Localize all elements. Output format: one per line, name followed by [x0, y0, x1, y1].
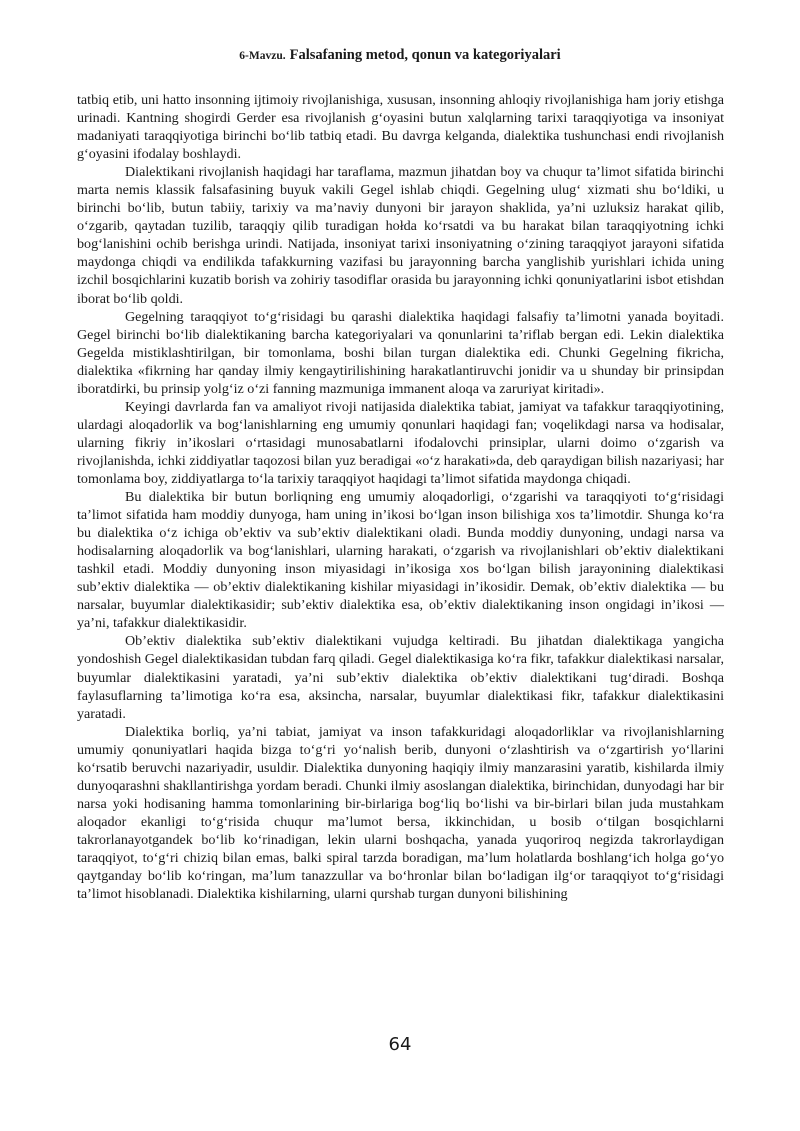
page-number: 64 [388, 1034, 412, 1055]
running-header [0, 46, 800, 64]
paragraph: Keyingi davrlarda fan va amaliyot rivoji natijasida dialektika tabiat, jamiyat va tafakkur taraqqiyotining, ulardagi aloqadorlik va bog‘lanishlarning eng umumiy qonunlari haqidagi fan; voqelikdagi narsa va hodisalar, ularning fikriy in’ikoslari o‘rtasidagi munosabatlarni ifodalovchi prinsiplar, ularni doimo o‘zgarish va rivojlanishda, ichki ziddiyatlar taqozosi bilan yuz beradigai «o‘z harakati»da, deb qaraydigan bilish nazariyasi; har tomonlama boy, ziddiyatlarga to‘la tarixiy taraqqiyot haqidagi ta’limot sifatida maydonga chiqadi. [77, 398, 724, 487]
paragraph: Bu dialektika bir butun borliqning eng umumiy aloqadorligi, o‘zgarishi va taraqqiyoti to‘g‘risidagi ta’limot sifatida ham moddiy dunyoga, ham uning in’ikosi bo‘lgan inson bilishiga xos ta’limotdir. Shunga ko‘ra bu dialektika o‘z ichiga ob’ektiv va sub’ektiv dialektikani oladi. Bunda moddiy dunyoning, undagi narsa va hodisalarning aloqadorlik va bog‘lanishlari, ularning harakati, o‘zgarish va rivojlanishlari ob’ektiv dialektikani tashkil etadi. Moddiy dunyoning inson miyasidagi in’ikosiga xos bo‘lgan bilish jarayonining dialektikasi sub’ektiv dialektika — ob’ektiv dialektikaning kishilar miyasidagi in’ikosidir. Demak, ob’ektiv dialektika — bu narsalar, buyumlar dialektikasidir; sub’ektiv dialektika esa, ob’ektiv dialektikaning inson ongidagi in’ikosi — ya’ni, tafakkur dialektikasidir. [77, 489, 724, 632]
topic-number: 6-Mavzu. [239, 50, 286, 62]
paragraph: Ob’ektiv dialektika sub’ektiv dialektikani vujudga keltiradi. Bu jihatdan dialektikaga yangicha yondoshish Gegel dialektikasidan tubdan farq qiladi. Gegel dialektikasiga ko‘ra fikr, tafakkur dialektikasi narsalar, buyumlar dialektikasini yaratadi, ya’ni sub’ektiv dialektika ob’ektiv dialektikani tug‘diradi. Boshqa faylasuflarning ta’limotiga ko‘ra esa, aksincha, narsalar, buyumlar dialektikasi fikr, tafakkur dialektikasini yaratadi. [77, 633, 724, 722]
topic-title: Falsafaning metod, qonun va kategoriyalari [289, 47, 561, 63]
paragraph: Dialektika borliq, ya’ni tabiat, jamiyat va inson tafakkuridagi aloqadorliklar va rivojlanishlarning umumiy qonuniyatlari haqida bizga to‘g‘ri yo‘nalish berib, dunyoni o‘zlashtirish va o‘zgartirish yo‘llarini ko‘rsatib beruvchi nazariyadir, usuldir. Dialektika dunyoning haqiqiy ilmiy manzarasini yaratib, kishilarda ilmiy dunyoqarashni shakllantirishga yordam beradi. Chunki ilmiy asoslangan dialektika, birinchidan, dunyodagi har bir narsa yoki hodisaning hamma tomonlarining bir-birlariga bog‘liq bo‘lishi va bir-birlari bilan juda mustahkam aloqador ekanligi to‘g‘risida chuqur ma’lumot bersa, ikkinchidan, u bosib o‘tilgan bosqichlarni takrorlanayotgandek bo‘lib ko‘rinadigan, lekin ularni boshqacha, yanada yuqoriroq negizda takrorlaydigan taraqqiyot, to‘g‘ri chiziq bilan emas, balki spiral tarzda boradigan, ma’lum holatlarda boshlang‘ich holga go‘yo qaytganday bo‘lib ko‘ringan, ma’lum tanazzullar va bo‘hronlar bilan bo‘ladigan ilg‘or taraqqiyot to‘g‘risidagi ta’limot hisoblanadi. Dialektika kishilarning, ularni qurshab turgan dunyoni bilishining [77, 723, 724, 903]
body-text [77, 91, 724, 903]
paragraph: tatbiq etib, uni hatto insonning ijtimoiy rivojlanishiga, xususan, insonning ahloqiy rivojlanishiga ham joriy etishga urinadi. Kantning shogirdi Gerder esa rivojlanish g‘oyasini butun xalqlarning tarixi taraqqiyotiga va insoniyat madaniyati taraqqiyotiga birinchi bo‘lib tatbiq etadi. Bu davrga kelganda, dialektika tushunchasi endi rivojlanish g‘oyasini ifodalay boshlaydi. [77, 92, 724, 163]
paragraph: Gegelning taraqqiyot to‘g‘risidagi bu qarashi dialektika haqidagi falsafiy ta’limotni yanada boyitadi. Gegel birinchi bo‘lib dialektikaning barcha kategoriyalari va qonunlarini ta’riflab bergan edi. Lekin dialektika Gegelda mistiklashtirilgan, bir tomonlama, boshi bilan turgan dialektika edi. Chunki Gegelning fikricha, dialektika «fikrning har qanday ilmiy kengaytirilishining harakatlantiruvchi jonidir va u shunday bir prinsipdan iboratdirki, bu prinsip yolg‘iz o‘zi fanning mazmuniga immanent aloqa va zaruriyat kiritadi». [77, 308, 724, 397]
paragraph: Dialektikani rivojlanish haqidagi har taraflama, mazmun jihatdan boy va chuqur ta’limot sifatida birinchi marta nemis klassik falsafasining buyuk vakili Gegel ishlab chiqdi. Gegelning ulug‘ xizmati shu bo‘ldiki, u birinchi bo‘lib, butun tabiiy, tarixiy va ma’naviy dunyoni bir jarayon shaklida, ya’ni uzluksiz harakat qilib, o‘zgarib, qaytadan tuzilib, taraqqiy qilib turadigan hołda ko‘rsatdi va bu harakat bilan taraqqiyotning ichki bog‘lanishini ochib berishga urindi. Natijada, insoniyat tarixi insoniyatning o‘zining taraqqiyot jarayoni sifatida maydonga chiqdi va endilikda tafakkurning vazifasi bu jarayonning barcha yanglishib yurishlari ichida uning izchil bosqichlarini kuzatib borish va zohiriy tasodiflar orasida bu jarayonning ichki qonuniyatlarini isbot etishdan iborat bo‘lib qoldi. [77, 164, 724, 307]
